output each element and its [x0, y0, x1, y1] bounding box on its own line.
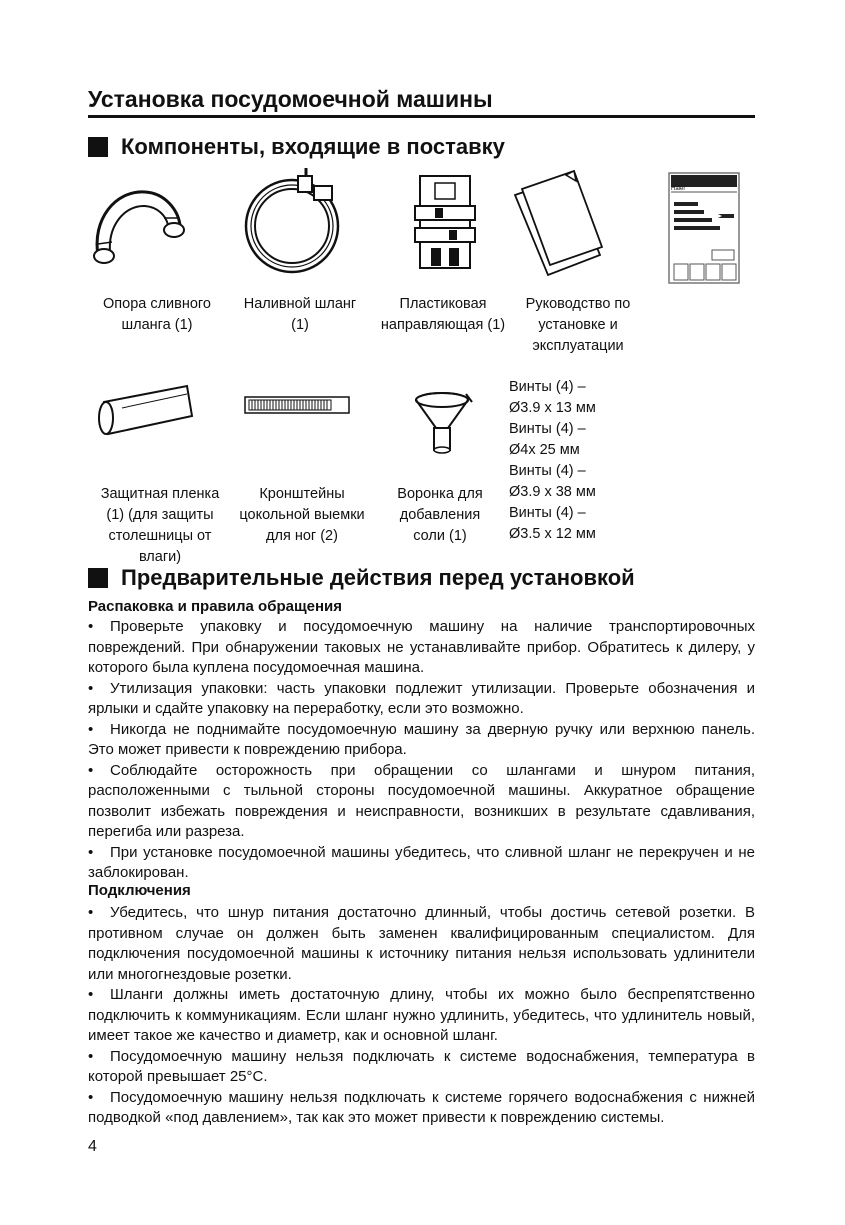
- page-title: Установка посудомоечной машины: [88, 86, 493, 112]
- inlet-hose-icon: [240, 164, 350, 279]
- component-salt-funnel: [385, 484, 495, 547]
- manual-icon: [510, 165, 610, 280]
- list-item: • Посудомоечную машину нельзя подключать к системе водоснабжения, температура в которой превышает 25°C.: [88, 1047, 755, 1085]
- protective-film-icon: [92, 382, 202, 442]
- connections-list: [88, 903, 755, 1129]
- list-item: • Убедитесь, что шнур питания достаточно длинный, чтобы достичь сетевой розетки. В противном случае он должен быть заменен квалифицированным специалистом. Для подключения посудомоечной машины к источнику питания нельзя использовать удлинители или многогнездовые розетки.: [88, 904, 755, 983]
- screw-item: Винты (4) – Ø3.9 x 13 мм: [509, 379, 596, 416]
- page-number: 4: [88, 1138, 97, 1155]
- list-item-text: Проверьте упаковку и посудомоечную машину на наличие транспортировочных повреждений. При обнаружении таковых не устанавливайте прибор. Обратитесь к дилеру, у которого была куплена посудомоечная машина.: [88, 618, 755, 676]
- plinth-bracket-icon: [244, 395, 350, 415]
- list-item-text: Посудомоечную машину нельзя подключать к системе горячего водоснабжения с нижней подводкой «под давлением», так как это может привести к повреждению системы.: [88, 1088, 755, 1126]
- list-item-text: Посудомоечную машину нельзя подключать к системе водоснабжения, температура в которой превышает 25°C.: [88, 1047, 755, 1085]
- connections-heading: Подключения: [88, 882, 191, 899]
- unpacking-list: [88, 617, 755, 884]
- list-item-text: При установке посудомоечной машины убедитесь, что сливной шланг не перекручен и не заблокирован.: [88, 843, 755, 881]
- component-label: Пластиковая направляющая (1): [380, 296, 506, 333]
- list-item-text: Шланги должны иметь достаточную длину, чтобы их можно было беспрепятственно подключить к коммуникациям. Если шланг нужно удлинить, убедитесь, что удлинитель новый, имеет такое же качество и диаметр, как и основной шланг.: [88, 986, 755, 1044]
- list-item: • Никогда не поднимайте посудомоечную машину за дверную ручку или верхнюю панель. Это может привести к повреждению прибора.: [88, 720, 755, 758]
- component-label: Кронштейны цокольной выемки для ног (2): [239, 486, 365, 544]
- drain-hose-support-icon: [90, 180, 190, 270]
- component-label: Руководство по установке и эксплуатации: [525, 296, 631, 354]
- list-item-text: Соблюдайте осторожность при обращении со шлангами и шнуром питания, расположенными с тыльной стороны посудомоечной машины. Аккуратное обращение позволит избежать повреждения и неисправности, возникших в результате сдавливания, перегиба или разреза.: [88, 761, 755, 840]
- energy-label-logo: Haier: [671, 186, 686, 192]
- salt-funnel-icon: [408, 388, 478, 458]
- list-item: • Посудомоечную машину нельзя подключать к системе горячего водоснабжения с нижней подводкой «под давлением», так как это может привести к повреждению системы.: [88, 1088, 755, 1126]
- preliminary-heading: [88, 565, 635, 591]
- title-rule: [88, 115, 755, 118]
- component-protective-film: [90, 484, 230, 568]
- unpacking-heading: Распаковка и правила обращения: [88, 598, 343, 615]
- list-item: • При установке посудомоечной машины убедитесь, что сливной шланг не перекручен и не заблокирован.: [88, 843, 755, 881]
- list-item: • Проверьте упаковку и посудомоечную машину на наличие транспортировочных повреждений. При обнаружении таковых не устанавливайте прибор. Обратитесь к дилеру, у которого была куплена посудомоечная машина.: [88, 618, 755, 676]
- list-item-text: Утилизация упаковки: часть упаковки подлежит утилизации. Проверьте обозначения и ярлыки и сдайте упаковку на переработку, если это возможно.: [88, 679, 755, 717]
- screw-item: Винты (4) – Ø3.9 x 38 мм: [509, 463, 596, 500]
- component-drain-hose-support: [92, 294, 222, 336]
- list-item-text: Никогда не поднимайте посудомоечную машину за дверную ручку или верхнюю панель. Это может привести к повреждению прибора.: [88, 720, 755, 758]
- list-item: • Шланги должны иметь достаточную длину, чтобы их можно было беспрепятственно подключить к коммуникациям. Если шланг нужно удлинить, убедитесь, что удлинитель новый, имеет такое же качество и диаметр, как и основной шланг.: [88, 986, 755, 1044]
- components-heading-text: Компоненты, входящие в поставку: [121, 134, 505, 159]
- list-item-text: Убедитесь, что шнур питания достаточно длинный, чтобы достичь сетевой розетки. В противном случае он должен быть заменен квалифицированным специалистом. Для подключения посудомоечной машины к источнику питания нельзя использовать удлинители или многогнездовые розетки.: [88, 904, 755, 983]
- component-plastic-guide: [380, 294, 506, 336]
- component-label: Защитная пленка (1) (для защиты столешницы от влаги): [100, 486, 220, 565]
- heading-square-icon: [88, 137, 108, 157]
- list-item: • Утилизация упаковки: часть упаковки подлежит утилизации. Проверьте обозначения и ярлыки и сдайте упаковку на переработку, если это возможно.: [88, 679, 755, 717]
- preliminary-heading-text: Предварительные действия перед установкой: [121, 565, 635, 590]
- component-inlet-hose: [236, 294, 364, 336]
- screws-list: [509, 377, 613, 545]
- list-item: • Соблюдайте осторожность при обращении со шлангами и шнуром питания, расположенными с тыльной стороны посудомоечной машины. Аккуратное обращение позволит избежать повреждения и неисправности, возникших в результате сдавливания, перегиба или разреза.: [88, 761, 755, 840]
- screw-item: Винты (4) – Ø4x 25 мм: [509, 421, 586, 458]
- heading-square-icon: [88, 568, 108, 588]
- component-label: Наливной шланг (1): [243, 296, 357, 333]
- component-label: Воронка для добавления соли (1): [397, 486, 483, 544]
- component-manual: [514, 294, 642, 357]
- components-heading: [88, 134, 505, 160]
- component-label: Опора сливного шланга (1): [103, 296, 211, 333]
- component-plinth-bracket: [238, 484, 366, 547]
- screw-item: Винты (4) – Ø3.5 x 12 мм: [509, 505, 596, 542]
- plastic-guide-icon: [405, 168, 485, 278]
